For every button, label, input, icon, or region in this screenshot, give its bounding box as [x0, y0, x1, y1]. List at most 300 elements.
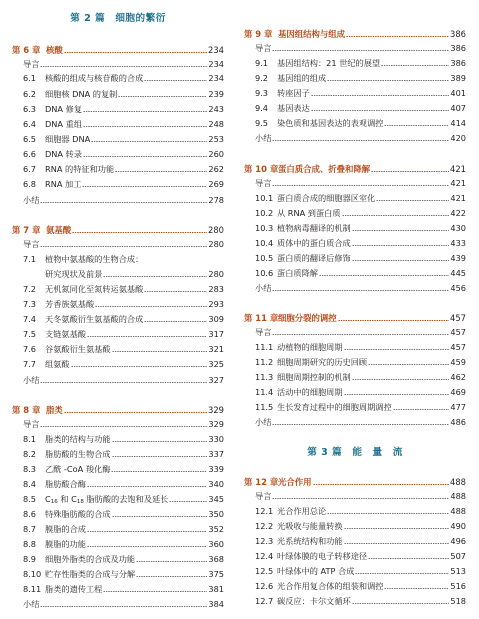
page-number: 234	[208, 59, 224, 69]
section-title: 小结	[23, 195, 40, 205]
page-number: 330	[208, 434, 224, 444]
page-number: 433	[450, 238, 466, 248]
section-title: 蛋白质合成的细胞器区室化	[277, 193, 376, 203]
page-number: 329	[208, 405, 224, 415]
section-number: 10.5	[255, 253, 274, 263]
dot-leader	[272, 498, 449, 499]
page-number: 457	[450, 327, 466, 337]
page-number: 386	[450, 58, 466, 68]
chapter-entry	[12, 224, 224, 237]
toc-entry	[12, 358, 224, 371]
toc-entry	[244, 252, 466, 265]
dot-leader	[346, 36, 449, 37]
toc-entry	[12, 72, 224, 85]
section-number: 8.5	[23, 494, 37, 504]
toc-entry	[12, 493, 224, 506]
toc-entry	[12, 118, 224, 131]
dot-leader	[352, 245, 449, 246]
page-number: 488	[450, 506, 466, 516]
toc-entry	[244, 267, 466, 280]
dot-leader	[103, 276, 207, 277]
section-title: 光系统结构和功能	[277, 536, 343, 546]
section-title: 导言	[23, 59, 40, 69]
dot-leader	[352, 603, 449, 604]
toc-entry	[12, 343, 224, 356]
dot-leader	[87, 531, 207, 532]
dot-leader	[344, 349, 449, 350]
chapter-number: 第 12 章	[244, 477, 279, 487]
toc-entry	[12, 148, 224, 161]
section-number: 10.1	[255, 193, 274, 203]
page-number: 234	[208, 73, 224, 83]
section-number: 12.6	[255, 581, 274, 591]
chapter-number: 第 11 章	[244, 313, 279, 323]
chapter-title: 基因组结构与组成	[278, 29, 345, 39]
dot-leader	[327, 513, 449, 514]
dot-leader	[352, 379, 449, 380]
dot-leader	[384, 125, 449, 126]
dot-leader	[115, 171, 207, 172]
section-title: 光合作用复合体的组装和调控	[277, 581, 384, 591]
section-number: 11.5	[255, 402, 274, 412]
section-title: 动植物的细胞周期	[277, 342, 343, 352]
section-title: 贮存性脂类的合成与分解	[45, 569, 136, 579]
page-number: 260	[208, 149, 224, 159]
toc-entry	[12, 553, 224, 566]
section-number: 12.2	[255, 521, 274, 531]
section-title: 基因组结构：21 世纪的展望	[277, 58, 381, 68]
section-title: RNA 加工	[45, 179, 82, 189]
section-title: 细胞周期控制的机制	[277, 372, 351, 382]
page-number: 386	[450, 29, 466, 39]
section-title: RNA 的特征和功能	[45, 164, 115, 174]
page-number: 340	[208, 479, 224, 489]
section-title: 脂类的结构与功能	[45, 434, 111, 444]
dot-leader	[272, 290, 449, 291]
section-title: 小结	[255, 417, 272, 427]
dot-leader	[83, 111, 207, 112]
section-title: 小结	[255, 133, 272, 143]
dot-leader	[136, 561, 207, 562]
toc-entry	[12, 283, 224, 296]
dot-leader	[272, 185, 449, 186]
dot-leader	[83, 156, 207, 157]
section-title: 导言	[255, 178, 272, 188]
chapter-entry	[12, 44, 224, 57]
page-number: 518	[450, 596, 466, 606]
dot-leader	[327, 80, 449, 81]
section-title: 导言	[23, 239, 40, 249]
page-number: 280	[208, 225, 224, 235]
page-number: 350	[208, 509, 224, 519]
toc-entry	[244, 177, 466, 190]
chapter-number: 第 6 章	[12, 45, 41, 55]
section-title: 特殊脂肪酸的合成	[45, 509, 111, 519]
section-title: DNA 重组	[45, 119, 83, 129]
page-number: 278	[208, 195, 224, 205]
chapter-entry	[244, 28, 466, 41]
dot-leader	[40, 202, 207, 203]
dot-leader	[112, 441, 207, 442]
section-number: 8.4	[23, 479, 37, 489]
page-number: 368	[208, 554, 224, 564]
section-title: 从 RNA 到蛋白质	[277, 208, 341, 218]
section-number: 11.4	[255, 387, 274, 397]
chapter-title: 核酸	[46, 45, 63, 55]
section-title: 基因组的组成	[277, 73, 327, 83]
section-title: 蛋白质降解	[277, 268, 318, 278]
dot-leader	[313, 484, 450, 485]
dot-leader	[64, 412, 207, 413]
chapter-entry	[244, 476, 466, 489]
section-title: 小结	[23, 599, 40, 609]
section-title: 导言	[23, 419, 40, 429]
page-number: 430	[450, 223, 466, 233]
section-number: 8.3	[23, 464, 37, 474]
section-number: 7.4	[23, 314, 37, 324]
dot-leader	[272, 50, 449, 51]
chapter-title: 细胞分裂的调控	[278, 313, 337, 323]
dot-leader	[112, 351, 207, 352]
dot-leader	[319, 275, 449, 276]
page-number: 253	[208, 134, 224, 144]
page-number: 329	[208, 419, 224, 429]
toc-entry	[244, 222, 466, 235]
section-title: 膜脂的功能	[45, 539, 86, 549]
toc-entry	[244, 282, 466, 295]
page-number: 457	[450, 313, 466, 323]
page-number: 422	[450, 208, 466, 218]
section-title: 质体中的蛋白质合成	[277, 238, 351, 248]
toc-entry	[244, 117, 466, 130]
toc-entry	[12, 58, 224, 71]
section-title: 活动中的细胞周期	[277, 387, 343, 397]
toc-entry	[244, 57, 466, 70]
chapter-number: 第 8 章	[12, 405, 41, 415]
section-title: 导言	[255, 491, 272, 501]
page-number: 469	[450, 387, 466, 397]
section-number: 8.8	[23, 539, 37, 549]
dot-leader	[352, 260, 449, 261]
toc-entry	[244, 207, 466, 220]
section-number: 12.3	[255, 536, 274, 546]
page-number: 384	[208, 599, 224, 609]
page-number: 439	[450, 253, 466, 263]
toc-entry	[12, 478, 224, 491]
dot-leader	[338, 320, 449, 321]
section-title: 核酸的组成与核苷酸的合成	[45, 73, 144, 83]
dot-leader	[344, 394, 449, 395]
part-heading: 第 3 篇 能 量 流	[307, 447, 403, 458]
chapter-entry	[244, 163, 466, 176]
section-title: 谷氨酸衍生氨基酸	[45, 344, 111, 354]
toc-entry	[244, 371, 466, 384]
toc-entry	[12, 133, 224, 146]
section-number: 8.11	[23, 584, 42, 594]
toc-entry	[244, 520, 466, 533]
section-title: 脂类的遗传工程	[45, 584, 103, 594]
toc-entry	[12, 583, 224, 596]
section-title: 导言	[255, 43, 272, 53]
toc-entry	[244, 237, 466, 250]
section-title: 基因表达	[277, 103, 310, 113]
section-title: 小结	[255, 283, 272, 293]
page-number: 280	[208, 239, 224, 249]
dot-leader	[40, 426, 207, 427]
toc-entry	[12, 298, 224, 311]
section-number: 7.5	[23, 329, 37, 339]
dot-leader	[87, 546, 207, 547]
section-title: 小结	[23, 375, 40, 385]
dot-leader	[144, 80, 207, 81]
dot-leader	[393, 409, 449, 410]
page-number: 381	[208, 584, 224, 594]
page-number: 280	[208, 269, 224, 279]
dot-leader	[169, 501, 207, 502]
toc-entry	[244, 132, 466, 145]
section-title: 无机氮同化至氮转运氨基酸	[45, 284, 144, 294]
section-number: 8.9	[23, 554, 37, 564]
toc-entry	[244, 42, 466, 55]
section-number: 8.2	[23, 449, 37, 459]
page-number: 234	[208, 45, 224, 55]
section-title: 细胞外脂类的合成及功能	[45, 554, 136, 564]
chapter-entry	[244, 312, 466, 325]
page-number: 243	[208, 104, 224, 114]
page-number: 486	[450, 417, 466, 427]
section-title: 膜脂的合成	[45, 524, 86, 534]
section-title: 支链氨基酸	[45, 329, 86, 339]
section-number: 6.7	[23, 164, 37, 174]
section-number: 6.4	[23, 119, 37, 129]
dot-leader	[311, 95, 449, 96]
dot-leader	[112, 456, 207, 457]
dot-leader	[342, 215, 449, 216]
chapter-title: 脂类	[46, 405, 63, 415]
toc-entry	[244, 356, 466, 369]
page-number: 507	[450, 551, 466, 561]
dot-leader	[72, 232, 207, 233]
toc-entry	[244, 416, 466, 429]
dot-leader	[272, 334, 449, 335]
section-number: 6.8	[23, 179, 37, 189]
page-number: 269	[208, 179, 224, 189]
dot-leader	[111, 471, 207, 472]
dot-leader	[384, 588, 449, 589]
page-number: 490	[450, 521, 466, 531]
section-number: 12.7	[255, 596, 274, 606]
toc-entry	[244, 535, 466, 548]
dot-leader	[40, 246, 207, 247]
section-title: 叶绿体中的 ATP 合成	[277, 566, 355, 576]
dot-leader	[40, 66, 207, 67]
dot-leader	[103, 591, 207, 592]
page-number: 389	[450, 73, 466, 83]
page-number: 414	[450, 118, 466, 128]
section-title: $C_{16}$ 和 $C_{18}$ 脂肪酸的去饱和及延长	[45, 494, 169, 505]
toc-entry	[244, 490, 466, 503]
section-title: 脂肪酸的生物合成	[45, 449, 111, 459]
toc-entry	[12, 463, 224, 476]
dot-leader	[355, 573, 449, 574]
page-number: 516	[450, 581, 466, 591]
section-number: 8.7	[23, 524, 37, 534]
page-number: 309	[208, 314, 224, 324]
page-number: 339	[208, 464, 224, 474]
dot-leader	[64, 52, 207, 53]
section-title: 细胞核 DNA 的复制	[45, 89, 118, 99]
section-number: 7.1	[23, 254, 37, 264]
section-number: 11.2	[255, 357, 274, 367]
dot-leader	[71, 366, 207, 367]
section-number: 6.2	[23, 89, 37, 99]
toc-entry	[244, 72, 466, 85]
section-title: 叶绿体膜的电子转移途径	[277, 551, 368, 561]
page-number: 488	[450, 477, 466, 487]
section-title: 乙酰 -CoA 羧化酶	[45, 464, 111, 474]
page-number: 375	[208, 569, 224, 579]
page-number: 456	[450, 283, 466, 293]
dot-leader	[376, 200, 449, 201]
toc-entry	[12, 433, 224, 446]
section-number: 12.5	[255, 566, 274, 576]
toc-entry	[244, 341, 466, 354]
section-number: 10.3	[255, 223, 274, 233]
dot-leader	[83, 126, 207, 127]
section-number: 6.1	[23, 73, 37, 83]
dot-leader	[272, 424, 449, 425]
section-title: DNA 修复	[45, 104, 83, 114]
page-number: 401	[450, 88, 466, 98]
section-number: 10.4	[255, 238, 274, 248]
section-number: 12.4	[255, 551, 274, 561]
toc-entry	[12, 103, 224, 116]
section-title: DNA 转录	[45, 149, 83, 159]
section-title: 植物病毒翻译的机制	[277, 223, 351, 233]
toc-entry	[12, 328, 224, 341]
toc-entry	[12, 523, 224, 536]
chapter-number: 第 7 章	[12, 225, 41, 235]
toc-entry	[12, 418, 224, 431]
section-number: 8.10	[23, 569, 42, 579]
section-number: 7.2	[23, 284, 37, 294]
dot-leader	[112, 516, 207, 517]
section-title: 导言	[255, 327, 272, 337]
toc-entry	[244, 401, 466, 414]
section-number: 10.2	[255, 208, 274, 218]
dot-leader	[87, 336, 207, 337]
section-number: 12.1	[255, 506, 274, 516]
page-number: 421	[450, 164, 466, 174]
chapter-entry	[12, 404, 224, 417]
part-heading: 第 2 篇 细胞的繁衍	[70, 13, 166, 24]
dot-leader	[87, 486, 207, 487]
section-number: 8.1	[23, 434, 37, 444]
dot-leader	[95, 306, 207, 307]
dot-leader	[344, 543, 449, 544]
page-number: 407	[450, 103, 466, 113]
toc-entry	[12, 568, 224, 581]
section-number: 9.1	[255, 58, 269, 68]
toc-entry	[244, 565, 466, 578]
page-number: 293	[208, 299, 224, 309]
toc-entry	[12, 508, 224, 521]
toc-entry	[12, 238, 224, 251]
section-title: 细胞周期研究的历史回顾	[277, 357, 368, 367]
page-number: 459	[450, 357, 466, 367]
dot-leader	[136, 576, 207, 577]
page-number: 283	[208, 284, 224, 294]
toc-entry	[244, 87, 466, 100]
dot-leader	[144, 321, 207, 322]
page-number: 477	[450, 402, 466, 412]
page-number: 345	[208, 494, 224, 504]
page-number: 457	[450, 342, 466, 352]
section-title: 组氨酸	[45, 359, 70, 369]
toc-entry	[12, 178, 224, 191]
section-title: 植物中氨基酸的生物合成：	[45, 254, 144, 264]
section-number: 6.6	[23, 149, 37, 159]
chapter-number: 第 9 章	[244, 29, 273, 39]
page-number: 360	[208, 539, 224, 549]
toc-entry	[244, 595, 466, 608]
dot-leader	[82, 186, 207, 187]
toc-entry	[12, 448, 224, 461]
dot-leader	[311, 110, 449, 111]
toc-entry	[12, 598, 224, 611]
page-number: 317	[208, 329, 224, 339]
toc-entry	[244, 326, 466, 339]
page-number: 513	[450, 566, 466, 576]
toc-entry	[12, 374, 224, 387]
section-number: 9.5	[255, 118, 269, 128]
page-number: 327	[208, 375, 224, 385]
toc-entry	[244, 505, 466, 518]
toc-entry	[244, 386, 466, 399]
page-number: 352	[208, 524, 224, 534]
page-number: 325	[208, 359, 224, 369]
section-number: 6.5	[23, 134, 37, 144]
toc-entry	[12, 313, 224, 326]
section-number: 11.1	[255, 342, 274, 352]
section-number: 10.6	[255, 268, 274, 278]
chapter-title: 光合作用	[278, 477, 312, 487]
section-title: 生长发育过程中的细胞周期调控	[277, 402, 392, 412]
page-number: 496	[450, 536, 466, 546]
dot-leader	[118, 96, 207, 97]
page-number: 462	[450, 372, 466, 382]
dot-leader	[368, 558, 449, 559]
dot-leader	[368, 364, 449, 365]
toc-entry	[12, 163, 224, 176]
section-number: 7.3	[23, 299, 37, 309]
toc-entry	[244, 550, 466, 563]
chapter-number: 第 10 章	[244, 164, 279, 174]
section-title: 蛋白质的翻译后修饰	[277, 253, 351, 263]
page-number: 445	[450, 268, 466, 278]
dot-leader	[381, 65, 449, 66]
section-number: 7.7	[23, 359, 37, 369]
toc-entry	[244, 580, 466, 593]
section-number: 9.2	[255, 73, 269, 83]
page-number: 262	[208, 164, 224, 174]
page-number: 421	[450, 193, 466, 203]
section-title: 研究现状及前景	[45, 269, 103, 279]
section-title: 脂肪酸合酶	[45, 479, 86, 489]
page-number: 321	[208, 344, 224, 354]
page-number: 420	[450, 133, 466, 143]
section-title: 光吸收与能量转换	[277, 521, 343, 531]
